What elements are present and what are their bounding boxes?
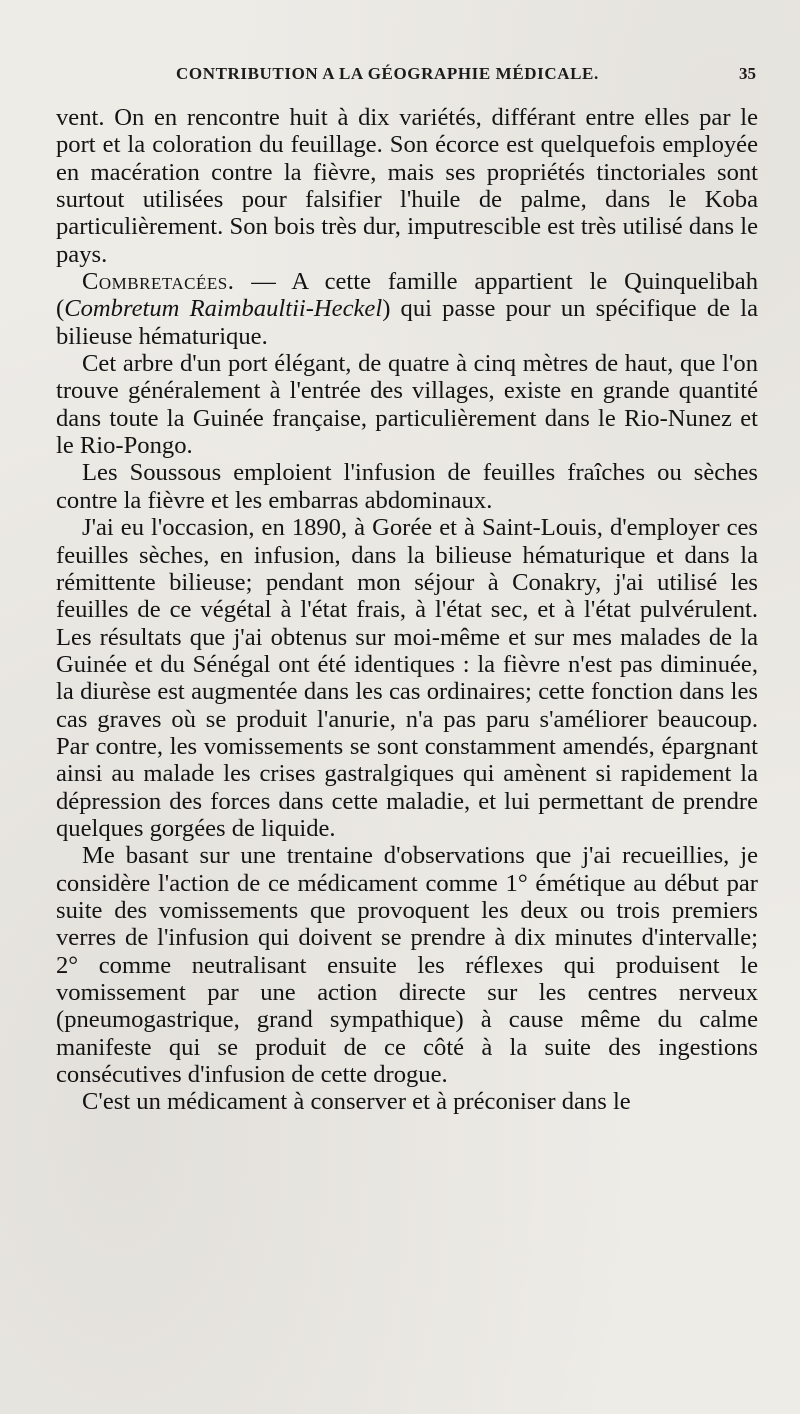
paragraph-text: ) qui passe pour un spécifique de la bilieuse hématurique. <box>56 295 758 350</box>
page-number: 35 <box>739 64 756 83</box>
paragraph-tree-description: Cet arbre d'un port élégant, de quatre à cinq mètres de haut, que l'on trouve généralement à l'entrée des villages, existe en grande quantité dans toute la Guinée française, particulièrement dans le Rio-Nunez et le Rio-Pongo. <box>56 350 758 460</box>
paragraph-continuation: vent. On en rencontre huit à dix variétés, différant entre elles par le port et la coloration du feuillage. Son écorce est quelquefois employée en macération contre la fièvre, mais ses propriétés tinctoriales sont surtout utilisées pour falsifier l'huile de palme, dans le Koba particulièrement. Son bois très dur, imputrescible est très utilisé dans le pays. <box>56 104 758 268</box>
paragraph-text: — A cette famille appartient le Quinquelibah ( <box>56 268 758 323</box>
paragraph-observations: J'ai eu l'occasion, en 1890, à Gorée et à Saint-Louis, d'employer ces feuilles sèches, en infusion, dans la bilieuse hématurique et dans la rémittente bilieuse; pendant mon séjour à Conakry, j'ai utilisé les feuilles de ce végétal à l'état frais, à l'état sec, et à l'état pulvérulent. Les résultats que j'ai obtenus sur moi-même et sur mes malades de la Guinée et du Sénégal ont été identiques : la fièvre n'est pas diminuée, la diurèse est augmentée dans les cas ordinaires; cette fonction dans les cas graves où se produit l'anurie, n'a pas paru s'améliorer beaucoup. Par contre, les vomissements se sont constamment amendés, épargnant ainsi au malade les crises gastralgiques qui amènent si rapidement la dépression des forces dans cette maladie, et lui permettant de prendre quelques gorgées de liquide. <box>56 514 758 842</box>
paragraph-conclusion: C'est un médicament à conserver et à préconiser dans le <box>82 1088 631 1116</box>
paragraph-action: Me basant sur une trentaine d'observations que j'ai recueillies, je considère l'action de ce médicament comme 1° émétique au début par suite des vomissements que provoquent les deux ou trois premiers verres de l'infusion qui doivent se prendre à dix minutes d'intervalle; 2° comme neutralisant ensuite les réflexes qui produisent le vomissement par une action directe sur les centres nerveux (pneumogastrique, grand sympathique) à cause même du calme manifeste qui se produit de ce côté à la suite des ingestions consécutives d'infusion de cette drogue. <box>56 842 758 1089</box>
species-name: Combretum Raimbaultii-Heckel <box>64 295 383 323</box>
paragraph-combretacees <box>56 268 758 350</box>
body-text <box>56 104 758 1116</box>
family-heading: Combretacées. <box>82 268 235 296</box>
paragraph-soussous: Les Soussous emploient l'infusion de feuilles fraîches ou sèches contre la fièvre et les embarras abdominaux. <box>56 459 758 514</box>
running-title: CONTRIBUTION A LA GÉOGRAPHIE MÉDICALE. <box>176 64 599 83</box>
page-header <box>56 64 756 94</box>
